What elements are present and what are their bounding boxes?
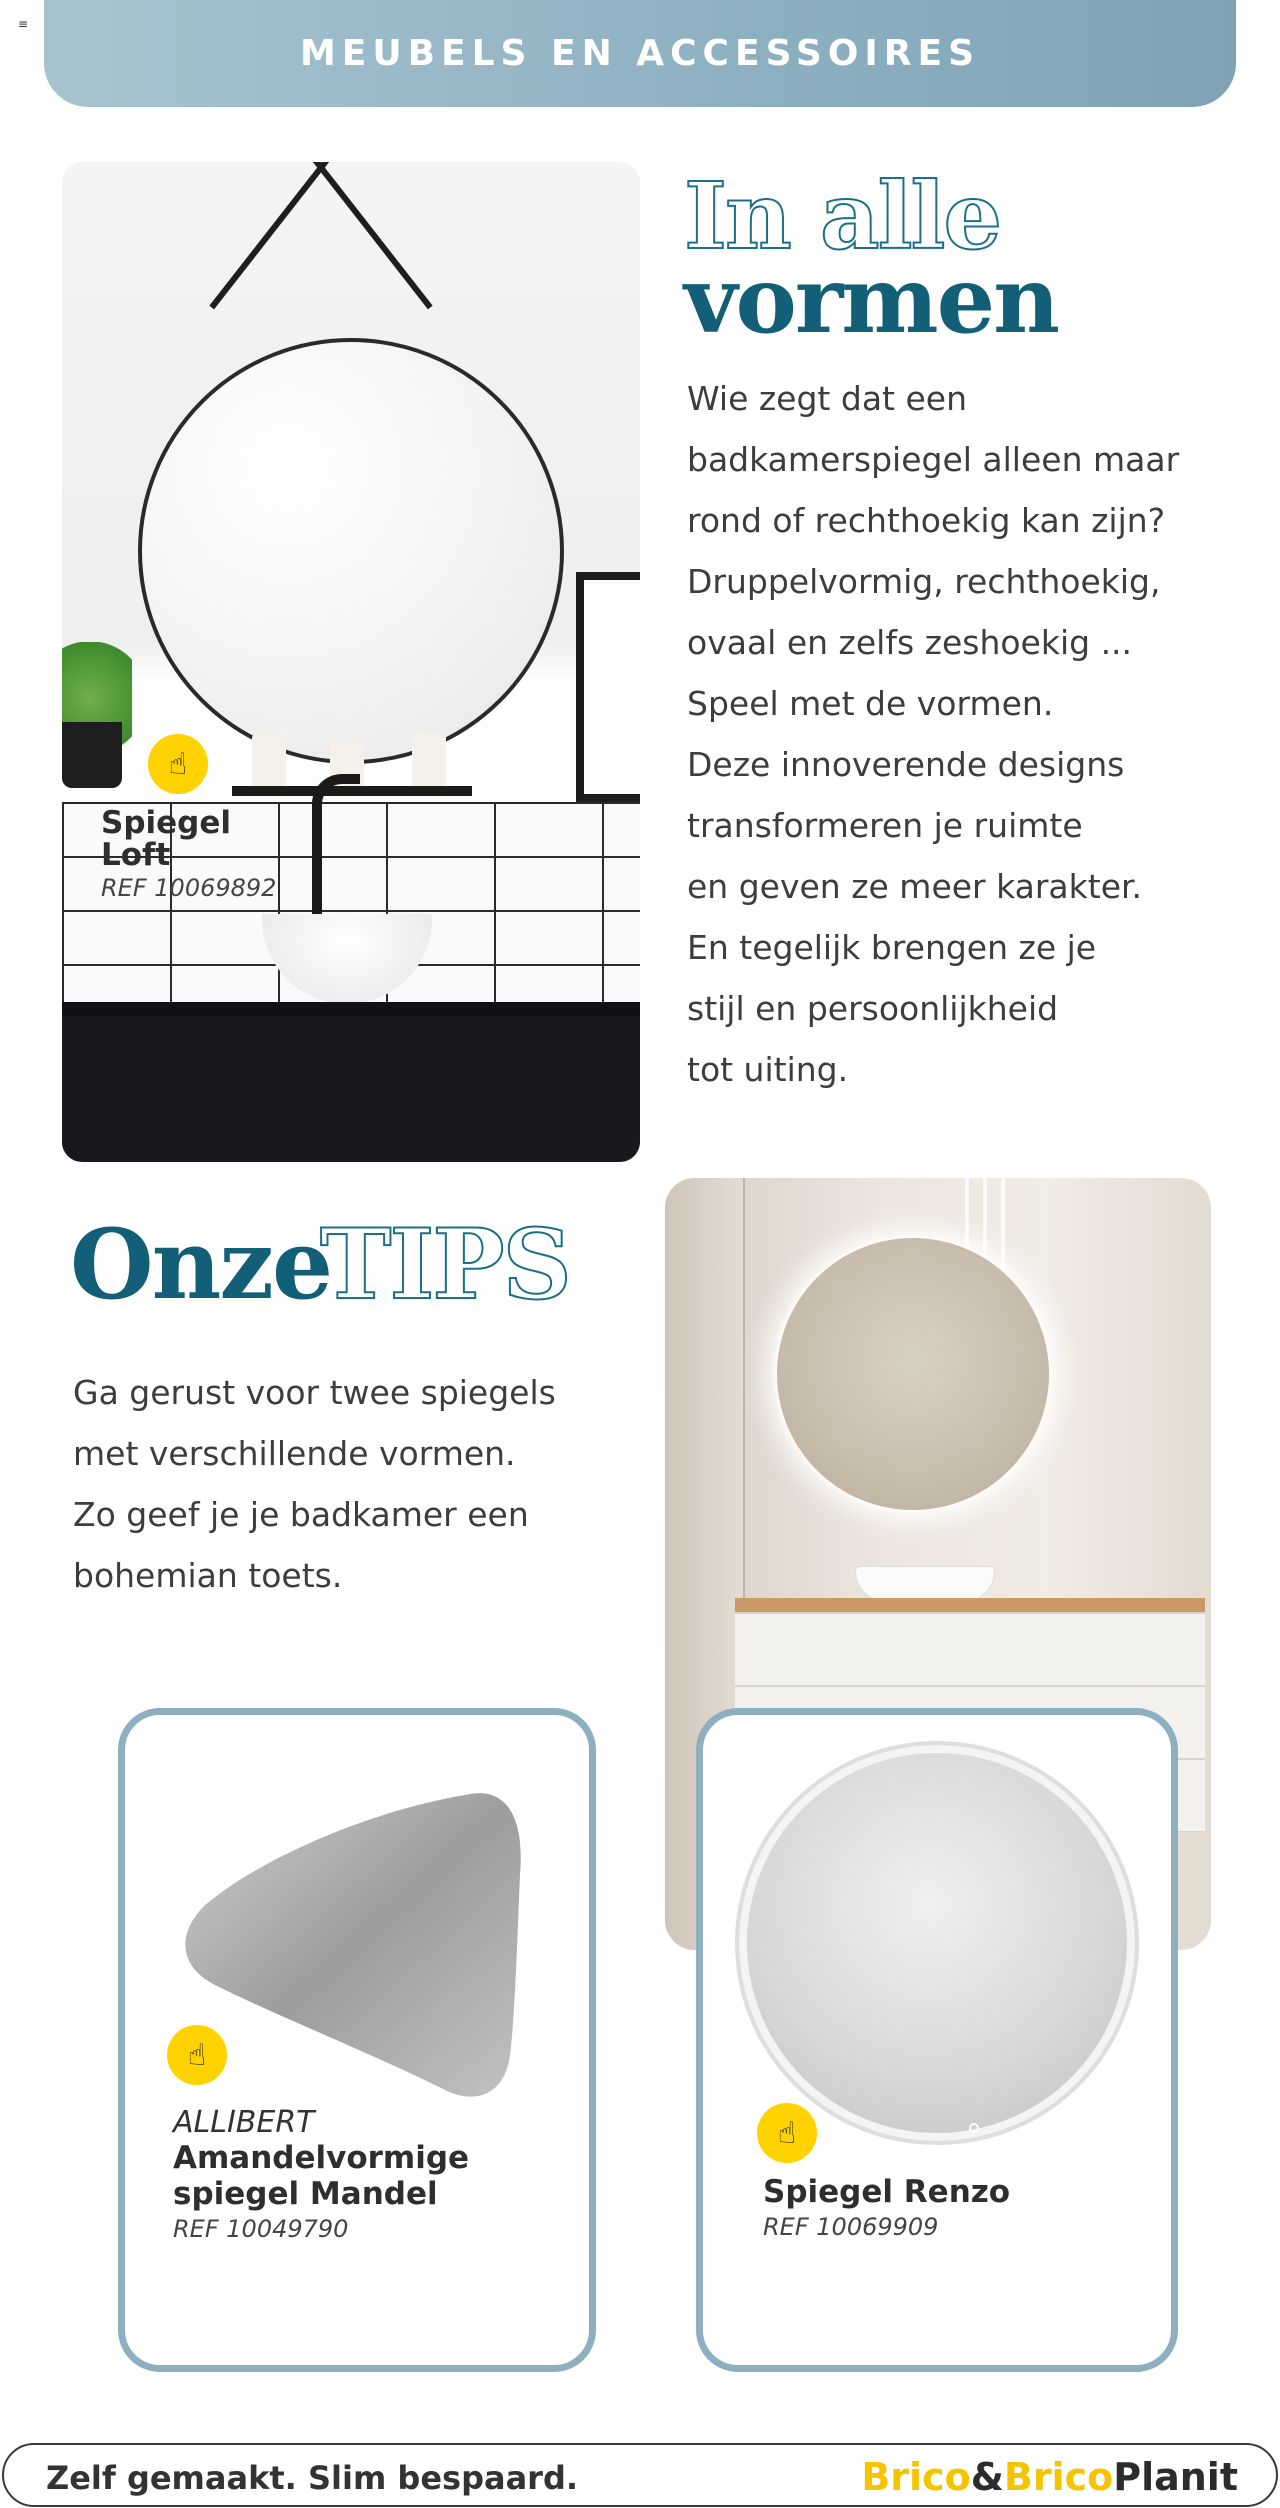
intro-line: en geven ze meer karakter. bbox=[687, 867, 1143, 906]
section-header bbox=[44, 0, 1236, 107]
tips-line: Zo geef je je badkamer een bbox=[73, 1495, 529, 1534]
loft-mirror bbox=[138, 338, 564, 764]
wall-frame bbox=[576, 572, 640, 802]
intro-line: badkamerspiegel alleen maar bbox=[687, 440, 1180, 479]
brand-part: Brico bbox=[861, 2455, 971, 2499]
intro-line: Druppelvormig, rechthoekig, bbox=[687, 562, 1161, 601]
intro-line: En tegelijk brengen ze je bbox=[687, 928, 1097, 967]
product-ref: REF 10069892 bbox=[101, 874, 277, 902]
intro-line: Speel met de vormen. bbox=[687, 684, 1054, 723]
product-name: Amandelvormige bbox=[173, 2140, 470, 2176]
intro-line: transformeren je ruimte bbox=[687, 806, 1083, 845]
product-name: Spiegel bbox=[101, 805, 232, 841]
vanity-cabinet bbox=[62, 1002, 640, 1162]
tips-line: bohemian toets. bbox=[73, 1556, 343, 1595]
product-name: Spiegel Renzo bbox=[763, 2174, 1011, 2210]
intro-line: Deze innoverende designs bbox=[687, 745, 1125, 784]
renzo-round-mirror bbox=[735, 1741, 1139, 2145]
intro-line: rond of rechthoekig kan zijn? bbox=[687, 501, 1166, 540]
candle bbox=[412, 734, 446, 790]
intro-line: stijl en persoonlijkheid bbox=[687, 989, 1059, 1028]
brand-amp: & bbox=[970, 2455, 1004, 2499]
brand-part: Brico bbox=[1003, 2455, 1114, 2499]
led-round-mirror bbox=[777, 1238, 1049, 1510]
product-card-mandel[interactable] bbox=[118, 1708, 596, 2372]
tips-line: met verschillende vormen. bbox=[73, 1434, 516, 1473]
product-name: spiegel Mandel bbox=[173, 2176, 438, 2212]
brand-logo[interactable] bbox=[861, 2455, 1238, 2499]
vessel-basin bbox=[855, 1566, 995, 1602]
plant-pot bbox=[62, 722, 122, 788]
product-ref: REF 10069909 bbox=[763, 2213, 939, 2241]
tips-headline-solid: Onze bbox=[70, 1208, 332, 1321]
footer-tagline: Zelf gemaakt. Slim bespaard. bbox=[46, 2459, 579, 2497]
intro-text bbox=[687, 368, 1179, 1100]
tips-line: Ga gerust voor twee spiegels bbox=[73, 1373, 556, 1412]
menu-icon[interactable]: ≡ bbox=[18, 17, 29, 31]
loft-mirror-photo bbox=[62, 162, 640, 1162]
tips-headline-outline: TIPS bbox=[320, 1208, 570, 1321]
tap-icon[interactable]: ☝ bbox=[148, 734, 208, 794]
tips-text bbox=[73, 1362, 556, 1606]
headline-solid: vormen bbox=[684, 246, 1059, 354]
candle bbox=[252, 734, 286, 790]
brand-part: Planit bbox=[1113, 2455, 1238, 2499]
tap-icon[interactable]: ☝ bbox=[757, 2103, 817, 2163]
faucet bbox=[312, 774, 360, 924]
wood-countertop bbox=[735, 1598, 1205, 1612]
mirror-strap-right bbox=[209, 162, 343, 309]
product-brand: ALLIBERT bbox=[173, 2105, 315, 2140]
mirror-strap-left bbox=[299, 162, 433, 309]
section-header-title: MEUBELS EN ACCESSOIRES bbox=[299, 33, 981, 74]
headline-outline: In alle bbox=[684, 162, 1000, 270]
touch-switch-icon bbox=[969, 2123, 979, 2133]
intro-line: tot uiting. bbox=[687, 1050, 849, 1089]
intro-line: ovaal en zelfs zeshoekig ... bbox=[687, 623, 1133, 662]
product-card-renzo[interactable] bbox=[696, 1708, 1178, 2372]
tap-icon[interactable]: ☝ bbox=[167, 2025, 227, 2085]
footer-bar bbox=[2, 2443, 1278, 2507]
product-ref: REF 10049790 bbox=[173, 2215, 349, 2243]
intro-line: Wie zegt dat een bbox=[687, 379, 967, 418]
product-name: Loft bbox=[101, 837, 171, 873]
almond-mirror bbox=[175, 1755, 535, 2115]
